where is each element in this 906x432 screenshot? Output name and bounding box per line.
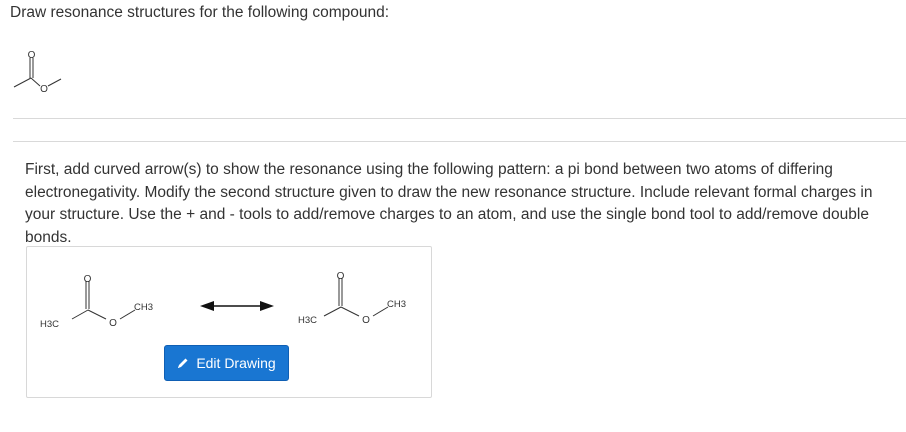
divider-top [13, 118, 906, 119]
left-methyl-h3c: H3C [40, 319, 60, 330]
small-ester-oxygen: O [40, 84, 48, 95]
small-carbonyl-oxygen: O [27, 50, 36, 61]
edit-drawing-button[interactable] [164, 345, 289, 381]
structure-right [324, 278, 388, 316]
structure-left [72, 281, 135, 319]
small-molecule-structure [10, 50, 80, 100]
question-title: Draw resonance structures for the following compound: [10, 4, 390, 21]
right-ester-oxygen: O [362, 315, 370, 326]
left-carbonyl-oxygen: O [83, 274, 92, 285]
left-ester-oxygen: O [109, 318, 117, 329]
edit-drawing-label: Edit Drawing [196, 355, 276, 371]
double-headed-arrow-icon [200, 301, 274, 311]
pencil-icon [177, 357, 189, 369]
instructions-text: First, add curved arrow(s) to show the resonance using the following pattern: a pi bond between two atoms of differing electronegativity. Modify the second structure given to draw the new resonance structure. Include relevant formal charges in your structure. Use the + and - tools to add/remove charges to an atom, and use the single bond tool to add/remove double bonds. [25, 161, 873, 246]
left-methyl-ch3: CH3 [134, 302, 154, 313]
divider-bottom [13, 141, 906, 142]
right-methyl-h3c: H3C [298, 315, 318, 326]
right-methyl-ch3: CH3 [387, 299, 407, 310]
right-carbonyl-oxygen: O [336, 271, 345, 282]
